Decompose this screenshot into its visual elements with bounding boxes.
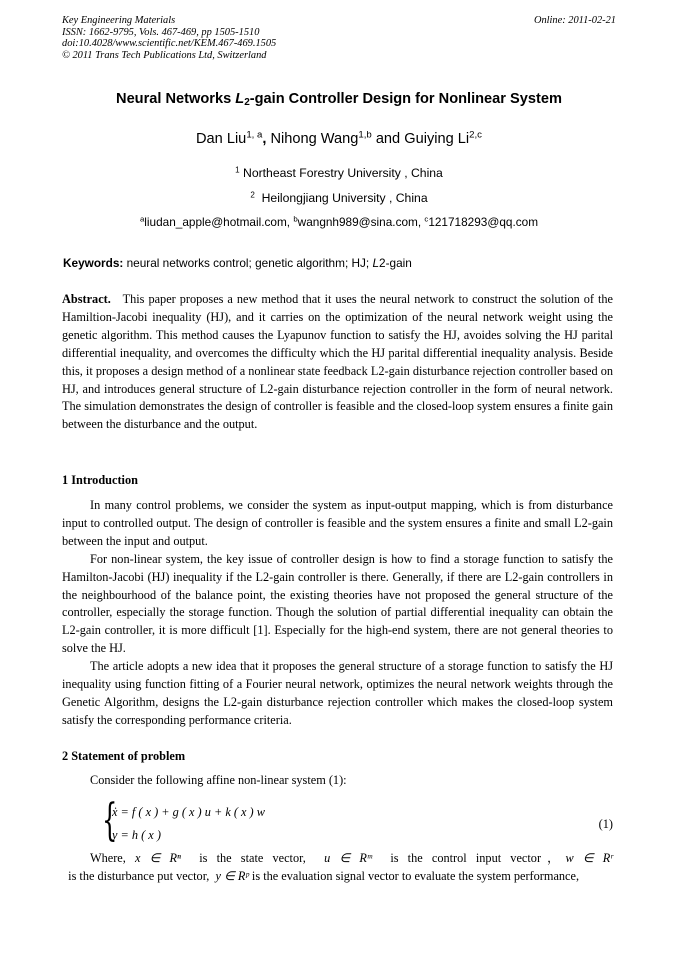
keywords-label: Keywords: (63, 256, 124, 270)
journal-name: Key Engineering Materials (62, 15, 176, 26)
email-link[interactable]: liudan_apple@hotmail.com, (144, 215, 294, 229)
equation-line: ẋ = f ( x ) + g ( x ) u + k ( x ) w (112, 805, 265, 819)
paragraph: For non-linear system, the key issue of controller design is how to find a storage function to satisfy the Hamilton-Jacobi (HJ) inequality if the L2-gain controller is there. Generally, if there are L2-gain controllers in the neighbourhood of the balance point, the existing theories have not proposed the general structure of the controller, especially the storage function. Though the solution of partial differential inequality can obtain the L2-gain controller, it is more difficult [1]. Especially for the high-end system, there are not general theories to solve the HJ. (62, 551, 613, 656)
equation-line: y = h ( x ) (112, 828, 161, 842)
paper-title: Neural Networks $L_2$-gain Controller Design for Nonlinear System (116, 91, 562, 108)
equation-1 (102, 795, 613, 848)
author-emails: $^a$liudan_apple@hotmail.com, $^b$wangnh989@sina.com, $^c$121718293@qq.com (139, 214, 539, 229)
abstract (62, 291, 613, 434)
author: Nihong Wang$^{1,b}$ and (270, 129, 405, 147)
paragraph: The article adopts a new idea that it proposes the general structure of a storage function to satisfy the HJ inequality using function fitting of a Fourier neural network, optimizes the neural network weights through the Genetic Algorithm, designs the L2-gain disturbance rejection controller which makes the closed-loop system satisfy the corresponding performance criteria. (62, 659, 613, 727)
abstract-text: This paper proposes a new method that it uses the neural network to construct the solution of the Hamiltion-Jacobi inequality (HJ), and it carries on the optimization of the neural network weight using the genetic algorithm. This method causes the Lyapunov function to satisfy the HJ, avoides solving the HJ parital differential inequality, and overcomes the difficulty which the HJ parital differential inequality analysis. Beside this, it proposes a design method of a nonlinear state feedback L2-gain disturbance rejection controller based on HJ, and introduces general structure of L2-gain disturbance rejection controller in the form of neural network. The simulation demonstrates the design of controller is feasible and the closed-loop system ensures a finite gain between the disturbance and the output. (62, 292, 613, 432)
issn-line: ISSN: 1662-9795, Vols. 467-469, pp 1505-1510 (62, 26, 260, 38)
author: Dan Liu$^{1, a}$, (196, 129, 271, 147)
section-heading-problem: 2 Statement of problem (62, 749, 186, 763)
paragraph: Consider the following affine non-linear system (1): (90, 773, 347, 787)
introduction-body (62, 497, 613, 730)
email-link[interactable]: wangnh989@sina.com, (297, 215, 425, 229)
copyright-line: © 2011 Trans Tech Publications Ltd, Switzerland (62, 49, 267, 61)
author-list (0, 131, 678, 147)
paragraph: Where, x ∈ Rⁿ is the state vector, u ∈ Rᵐ is the control input vector，w ∈ Rʳ is the disturbance put vector, y ∈ Rᵖ is the evaluation signal vector to evaluate the system performance, (62, 851, 614, 883)
section-heading-introduction: 1 Introduction (62, 473, 138, 487)
paragraph: In many control problems, we consider the system as input-output mapping, which is from disturbance input to controlled output. The design of controller is feasible and the system ensures a finite and small L2-gain between the input and output. (62, 498, 613, 548)
keywords: Keywords: neural networks control; genetic algorithm; HJ; L2-gain (63, 256, 412, 270)
equation-number: (1) (598, 817, 613, 831)
affiliation-1: $^1$ Northeast Forestry University , China (235, 165, 443, 180)
author: Guiying Li$^{2,c}$ (404, 129, 482, 147)
abstract-label: Abstract. (62, 292, 111, 306)
online-date: Online: 2011-02-21 (533, 15, 616, 26)
brace-glyph: { (102, 795, 118, 846)
email-link[interactable]: 121718293@qq.com (428, 215, 539, 229)
doi-line: doi:10.4028/www.scientific.net/KEM.467-469.1505 (62, 38, 277, 50)
affiliation-2: $^2$ Heilongjiang University , China (250, 190, 428, 205)
journal-header (62, 15, 616, 61)
